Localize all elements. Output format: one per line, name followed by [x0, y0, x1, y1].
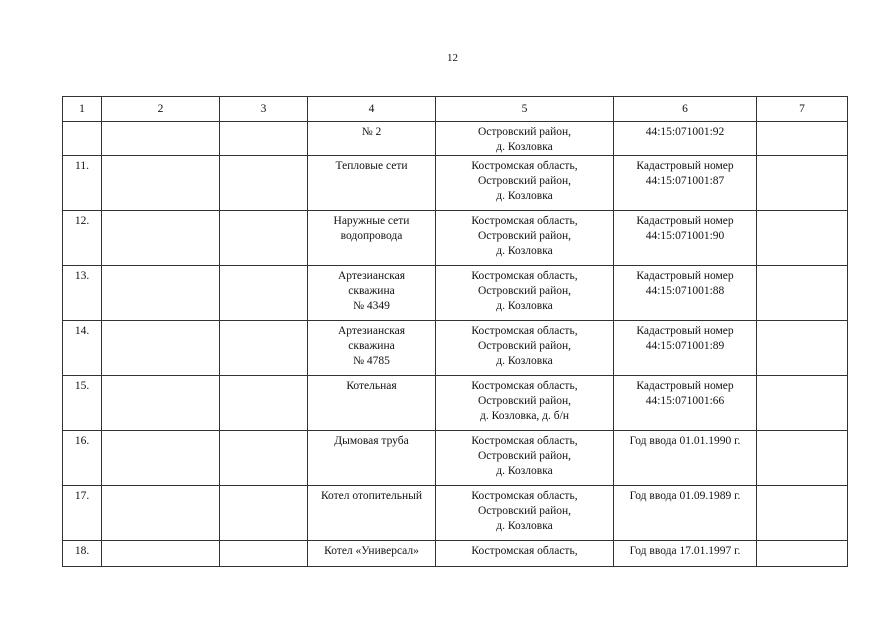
row-number-cell: 16. — [63, 431, 102, 486]
object-name-cell — [308, 122, 436, 156]
cadastral-info-cell — [614, 541, 757, 567]
cadastral-info-cell — [614, 266, 757, 321]
row-number-cell: 17. — [63, 486, 102, 541]
cadastral-info-cell-line: Кадастровый номер — [636, 215, 734, 227]
table-body — [63, 122, 848, 567]
cadastral-info-cell-line: Год ввода 01.09.1989 г. — [629, 490, 741, 502]
object-name-cell-line: Наружные сети — [333, 215, 410, 227]
address-cell — [436, 541, 614, 567]
object-name-cell-line: Котел «Универсал» — [324, 545, 419, 557]
address-cell-line: Островский район, — [477, 340, 572, 352]
column-header: 2 — [102, 97, 220, 122]
object-name-cell-line: № 4349 — [353, 300, 390, 312]
row-number-cell: 15. — [63, 376, 102, 431]
cadastral-info-cell-line: 44:15:071001:88 — [645, 285, 725, 297]
property-registry-table — [62, 96, 848, 567]
address-cell-line: Костромская область, — [471, 380, 578, 392]
object-name-cell-line: № 2 — [361, 126, 382, 138]
column-3-cell — [220, 486, 308, 541]
address-cell-line: д. Козловка — [496, 245, 553, 257]
cadastral-info-cell — [614, 321, 757, 376]
column-2-cell — [102, 156, 220, 211]
address-cell-line: Островский район, — [477, 505, 572, 517]
address-cell — [436, 376, 614, 431]
column-2-cell — [102, 266, 220, 321]
cadastral-info-cell-line: Год ввода 17.01.1997 г. — [629, 545, 741, 557]
cadastral-info-cell-line: 44:15:071001:89 — [645, 340, 725, 352]
address-cell-line: Костромская область, — [471, 490, 578, 502]
column-7-cell — [757, 321, 848, 376]
row-number-cell: 14. — [63, 321, 102, 376]
object-name-cell-line: скважина — [348, 285, 395, 297]
column-7-cell — [757, 122, 848, 156]
cadastral-info-cell-line: Год ввода 01.01.1990 г. — [629, 435, 741, 447]
object-name-cell — [308, 156, 436, 211]
object-name-cell — [308, 541, 436, 567]
row-number-cell: 11. — [63, 156, 102, 211]
object-name-cell-line: Дымовая труба — [334, 435, 409, 447]
address-cell-line: д. Козловка — [496, 300, 553, 312]
address-cell — [436, 156, 614, 211]
cadastral-info-cell — [614, 156, 757, 211]
row-number-cell: 13. — [63, 266, 102, 321]
address-cell-line: Костромская область, — [471, 545, 578, 557]
table-row — [63, 156, 848, 211]
address-cell-line: Костромская область, — [471, 325, 578, 337]
column-2-cell — [102, 122, 220, 156]
column-7-cell — [757, 156, 848, 211]
column-3-cell — [220, 321, 308, 376]
column-2-cell — [102, 486, 220, 541]
row-number-cell: 18. — [63, 541, 102, 567]
column-3-cell — [220, 431, 308, 486]
address-cell-line: Костромская область, — [471, 160, 578, 172]
column-header: 7 — [757, 97, 848, 122]
cadastral-info-cell — [614, 376, 757, 431]
column-2-cell — [102, 431, 220, 486]
column-7-cell — [757, 266, 848, 321]
cadastral-info-cell-line: 44:15:071001:66 — [645, 395, 725, 407]
column-header: 4 — [308, 97, 436, 122]
cadastral-info-cell — [614, 211, 757, 266]
table-row — [63, 122, 848, 156]
address-cell-line: д. Козловка — [496, 355, 553, 367]
address-cell-line: д. Козловка — [496, 465, 553, 477]
object-name-cell — [308, 431, 436, 486]
row-number-cell — [63, 122, 102, 156]
address-cell — [436, 266, 614, 321]
address-cell — [436, 431, 614, 486]
column-7-cell — [757, 541, 848, 567]
table-row — [63, 211, 848, 266]
column-header: 5 — [436, 97, 614, 122]
object-name-cell-line: Артезианская — [337, 325, 406, 337]
address-cell-line: Островский район, — [477, 230, 572, 242]
object-name-cell — [308, 486, 436, 541]
column-3-cell — [220, 376, 308, 431]
address-cell-line: д. Козловка — [496, 520, 553, 532]
column-3-cell — [220, 266, 308, 321]
address-cell — [436, 122, 614, 156]
column-2-cell — [102, 541, 220, 567]
object-name-cell-line: Котельная — [346, 380, 397, 392]
object-name-cell — [308, 376, 436, 431]
cadastral-info-cell-line: Кадастровый номер — [636, 270, 734, 282]
column-2-cell — [102, 376, 220, 431]
address-cell-line: д. Козловка, д. б/н — [480, 410, 569, 422]
table-row — [63, 376, 848, 431]
table-row — [63, 486, 848, 541]
column-7-cell — [757, 376, 848, 431]
column-3-cell — [220, 156, 308, 211]
address-cell-line: Костромская область, — [471, 270, 578, 282]
object-name-cell-line: № 4785 — [353, 355, 390, 367]
column-header: 6 — [614, 97, 757, 122]
object-name-cell-line: Тепловые сети — [335, 160, 408, 172]
cadastral-info-cell-line: Кадастровый номер — [636, 160, 734, 172]
cadastral-info-cell — [614, 122, 757, 156]
row-number-cell: 12. — [63, 211, 102, 266]
column-3-cell — [220, 122, 308, 156]
object-name-cell-line: скважина — [348, 340, 395, 352]
address-cell-line: Островский район, — [477, 126, 572, 138]
column-7-cell — [757, 486, 848, 541]
cadastral-info-cell-line: Кадастровый номер — [636, 380, 734, 392]
column-3-cell — [220, 541, 308, 567]
object-name-cell — [308, 266, 436, 321]
object-name-cell — [308, 211, 436, 266]
address-cell-line: Костромская область, — [471, 435, 578, 447]
column-2-cell — [102, 211, 220, 266]
address-cell-line: Островский район, — [477, 395, 572, 407]
column-number-row — [63, 97, 848, 122]
object-name-cell-line: Артезианская — [337, 270, 406, 282]
cadastral-info-cell — [614, 486, 757, 541]
cadastral-info-cell — [614, 431, 757, 486]
column-header: 3 — [220, 97, 308, 122]
column-3-cell — [220, 211, 308, 266]
address-cell-line: Островский район, — [477, 175, 572, 187]
cadastral-info-cell-line: 44:15:071001:90 — [645, 230, 725, 242]
cadastral-info-cell-line: Кадастровый номер — [636, 325, 734, 337]
page-number: 12 — [447, 52, 458, 64]
table-row — [63, 541, 848, 567]
column-7-cell — [757, 431, 848, 486]
table-row — [63, 431, 848, 486]
table-row — [63, 266, 848, 321]
cadastral-info-cell-line: 44:15:071001:87 — [645, 175, 725, 187]
column-7-cell — [757, 211, 848, 266]
address-cell-line: Островский район, — [477, 285, 572, 297]
object-name-cell-line: водопровода — [340, 230, 403, 242]
address-cell — [436, 321, 614, 376]
address-cell-line: Островский район, — [477, 450, 572, 462]
address-cell-line: д. Козловка — [496, 141, 553, 153]
object-name-cell — [308, 321, 436, 376]
address-cell — [436, 211, 614, 266]
table-row — [63, 321, 848, 376]
address-cell-line: Костромская область, — [471, 215, 578, 227]
object-name-cell-line: Котел отопительный — [320, 490, 423, 502]
column-2-cell — [102, 321, 220, 376]
column-header: 1 — [63, 97, 102, 122]
address-cell-line: д. Козловка — [496, 190, 553, 202]
cadastral-info-cell-line: 44:15:071001:92 — [645, 126, 725, 138]
address-cell — [436, 486, 614, 541]
